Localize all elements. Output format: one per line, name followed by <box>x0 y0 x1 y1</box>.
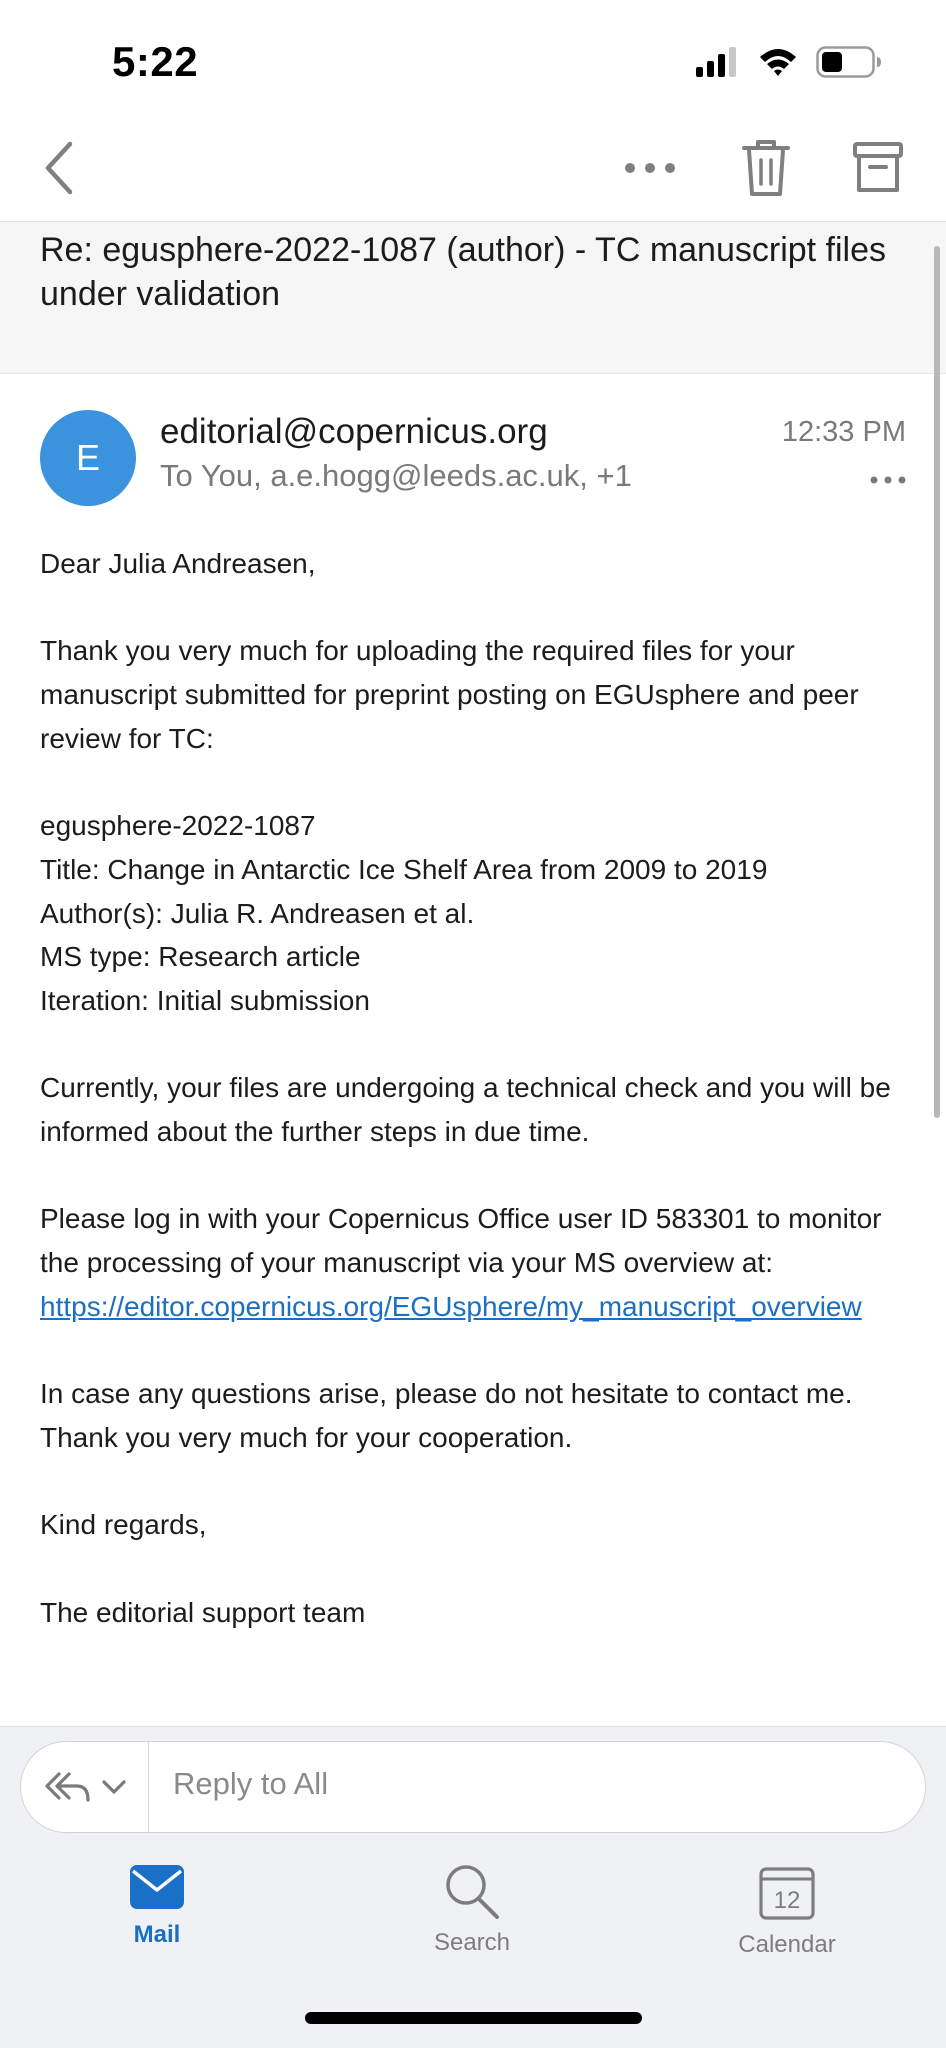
manuscript-overview-link[interactable]: https://editor.copernicus.org/EGUsphere/my_manuscript_overview <box>40 1290 862 1322</box>
bottom-area <box>0 1726 946 2048</box>
reply-bar <box>20 1741 926 1833</box>
reply-all-icon <box>43 1770 91 1804</box>
manuscript-type: MS type: Research article <box>40 941 361 973</box>
reply-input[interactable]: Reply to All <box>173 1766 329 1801</box>
trash-icon[interactable] <box>740 138 792 198</box>
cellular-signal-icon <box>696 47 740 77</box>
battery-icon <box>816 46 882 78</box>
body-signature: The editorial support team <box>40 1596 366 1628</box>
tab-bar <box>0 1863 946 1993</box>
tab-mail[interactable] <box>57 1863 257 1949</box>
status-icons <box>696 46 882 78</box>
tab-label-search: Search <box>433 1929 511 1956</box>
back-chevron-icon[interactable] <box>34 136 84 200</box>
chevron-down-icon <box>101 1779 127 1795</box>
email-time: 12:33 PM <box>781 416 906 448</box>
tab-label-mail: Mail <box>133 1921 181 1948</box>
archive-icon[interactable] <box>852 140 904 196</box>
status-bar <box>0 0 946 110</box>
body-paragraph: Thank you very much for uploading the required files for your manuscript submitted for preprint posting on EGUsphere and peer review for TC: <box>40 635 859 754</box>
status-time: 5:22 <box>112 38 199 85</box>
mail-icon <box>128 1863 186 1911</box>
wifi-icon <box>758 47 798 77</box>
sender-header <box>0 400 946 510</box>
manuscript-id: egusphere-2022-1087 <box>40 810 316 842</box>
scrollbar[interactable] <box>934 246 940 1118</box>
email-body <box>40 542 910 1634</box>
manuscript-title: Title: Change in Antarctic Ice Shelf Area from 2009 to 2019 <box>40 853 768 885</box>
body-paragraph: In case any questions arise, please do not hesitate to contact me. Thank you very much for your cooperation. <box>40 1378 853 1453</box>
body-paragraph: Currently, your files are undergoing a technical check and you will be informed about the further steps in due time. <box>40 1072 891 1148</box>
sender-email[interactable]: editorial@copernicus.org <box>160 412 548 451</box>
calendar-date-badge: 12 <box>773 1887 801 1914</box>
nav-bar <box>0 110 946 222</box>
manuscript-iteration: Iteration: Initial submission <box>40 985 370 1016</box>
reply-all-menu-button[interactable] <box>21 1742 149 1832</box>
tab-search[interactable] <box>372 1863 572 1957</box>
search-icon <box>443 1863 501 1919</box>
recipients-line[interactable]: To You, a.e.hogg@leeds.ac.uk, +1 <box>160 458 632 493</box>
body-paragraph: Please log in with your Copernicus Office user ID 583301 to monitor the processing of your manuscript via your MS overview at: <box>40 1203 882 1279</box>
manuscript-authors: Author(s): Julia R. Andreasen et al. <box>40 897 475 929</box>
subject-area <box>0 222 946 374</box>
email-subject: Re: egusphere-2022-1087 (author) - TC manuscript files under validation <box>40 231 887 313</box>
message-more-icon[interactable] <box>868 470 908 490</box>
more-horizontal-icon[interactable] <box>620 148 680 188</box>
avatar[interactable]: E <box>40 410 136 506</box>
tab-calendar[interactable] <box>687 1863 887 1959</box>
home-indicator[interactable] <box>305 2012 642 2024</box>
tab-label-calendar: Calendar <box>738 1931 836 1958</box>
body-greeting: Dear Julia Andreasen, <box>40 548 316 579</box>
calendar-icon <box>758 1863 816 1921</box>
body-closing: Kind regards, <box>40 1509 207 1541</box>
